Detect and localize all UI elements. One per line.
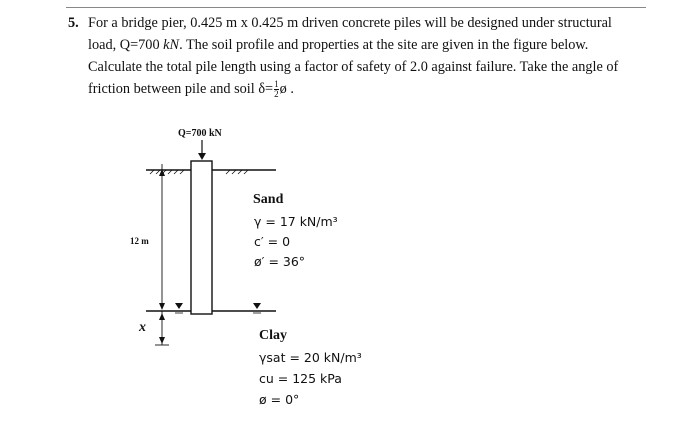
problem-line-2-a: load, Q=700 [88,37,164,53]
load-label: Q=700 kN [178,128,222,139]
sand-friction-angle: ø′ = 36° [254,254,306,269]
clay-friction-angle: ø = 0° [259,392,300,407]
clay-saturated-unit-weight: γsat = 20 kN/m³ [259,350,362,365]
load-arrow-head [198,153,206,160]
problem-line-4-b: ø . [279,81,294,97]
problem-line-2-b: . The soil profile and properties at the site are given in the figure below. [179,37,589,53]
problem-number: 5. [68,15,79,31]
fraction-numerator: 1 [274,79,279,90]
depth-arrow-bottom [159,303,165,310]
x-arrow-top [159,313,165,320]
clay-title: Clay [259,328,287,343]
problem-line-3: Calculate the total pile length using a factor of safety of 2.0 against failure. Take the angle of [88,59,619,75]
sand-unit-weight: γ = 17 kN/m³ [254,214,338,229]
clay-undrained-cohesion: cu = 125 kPa [259,371,342,386]
fraction-denominator: 2 [274,89,279,100]
problem-line-1: For a bridge pier, 0.425 m x 0.425 m driven concrete piles will be designed under structural [88,15,612,31]
x-arrow-bottom [159,337,165,344]
problem-line-2-unit: kN [163,37,180,53]
pile [191,161,212,314]
problem-line-4-a: friction between pile and soil δ= [88,81,274,97]
unknown-length-label: x [139,320,146,335]
depth-label: 12 m [130,236,149,246]
sand-cohesion: c′ = 0 [254,234,291,249]
sand-title: Sand [253,192,284,207]
